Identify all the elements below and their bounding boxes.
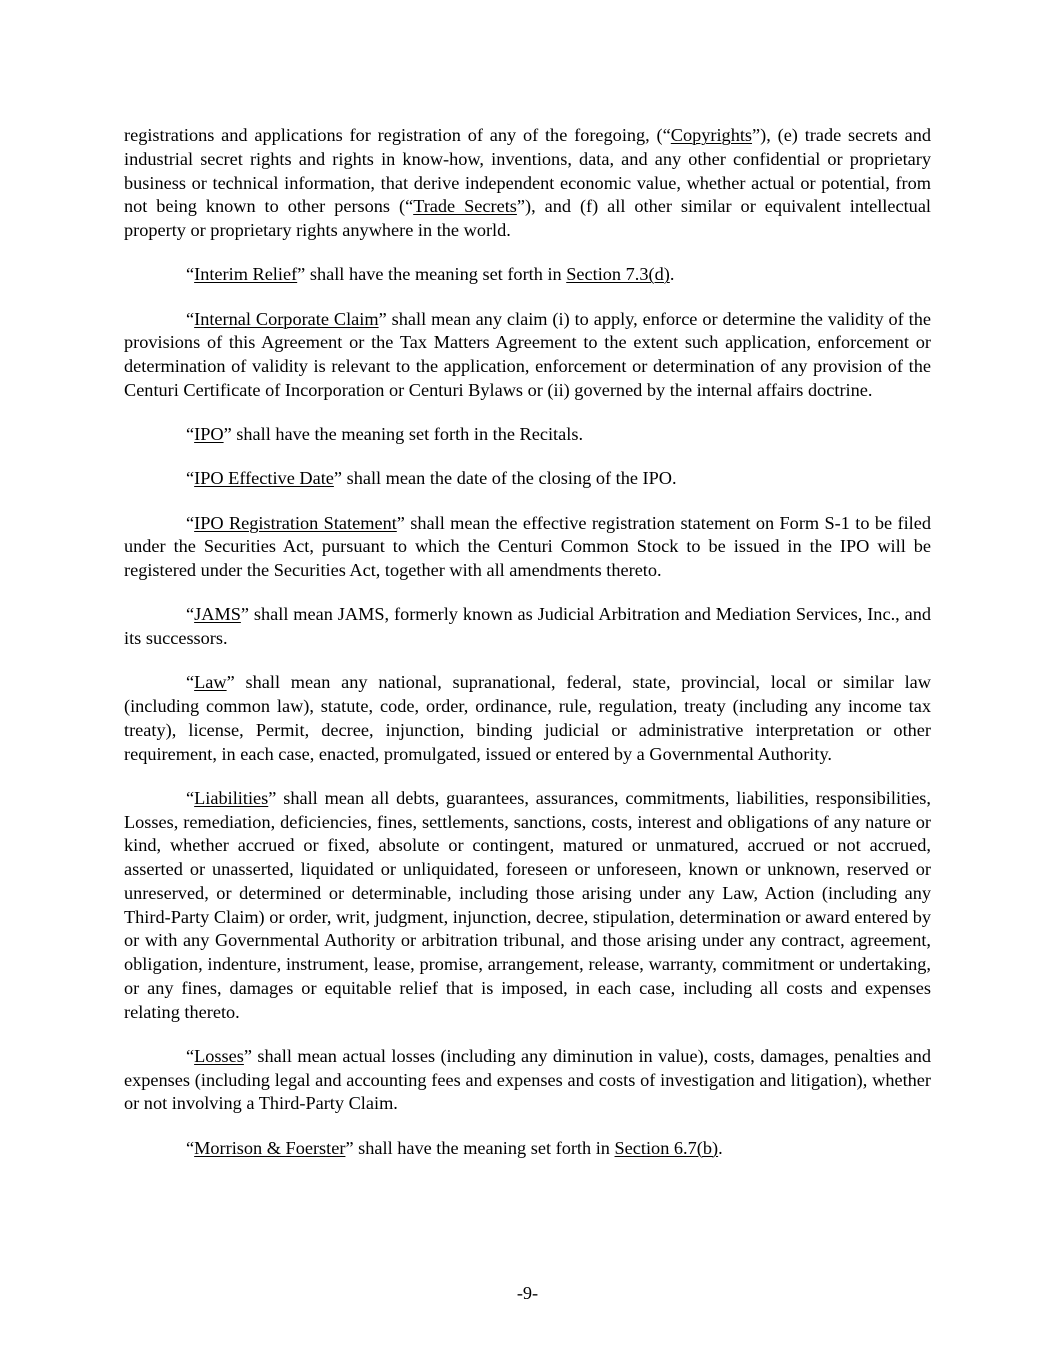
page-number: -9- [516, 1283, 539, 1303]
definition-jams [124, 603, 931, 651]
defined-term: Internal Corporate Claim [194, 308, 379, 329]
definition-text: ” shall mean JAMS, formerly known as Judicial Arbitration and Mediation Services, Inc., and its successors. [124, 604, 931, 648]
continuation-text: ”), (e) trade secrets and industrial secret rights and rights in know-how, inventions, data, and any other confidential or proprietary business or technical information, that derive independent economic value, whether actual or potential, from not being known to other persons (“ [124, 125, 931, 217]
definition-text: ” shall mean the effective registration statement on Form S-1 to be filed under the Securities Act, pursuant to which the Centuri Common Stock to be issued in the IPO will be registered under the Securities Act, together with all amendments thereto. [124, 512, 931, 580]
open-quote: “ [186, 264, 195, 285]
definition-text: ” shall mean actual losses (including any diminution in value), costs, damages, penalties and expenses (including legal and accounting fees and expenses and costs of investigation and litigation), whether or not involving a Third-Party Claim. [124, 1045, 931, 1114]
definition-text: ” shall mean any claim (i) to apply, enforce or determine the validity of the provisions of this Agreement or the Tax Matters Agreement to the extent such application, enforcement or determination of validity is relevant to the application, enforcement or determination of any provision of the Centuri Certificate of Incorporation or Centuri Bylaws or (ii) governed by the internal affairs doctrine. [124, 308, 931, 400]
open-quote: “ [186, 424, 195, 444]
definition-losses [124, 1045, 931, 1116]
continuation-text: ”), and (f) all other similar or equivalent intellectual property or proprietary rights anywhere in the world. [124, 196, 932, 240]
open-quote: “ [186, 672, 195, 693]
open-quote: “ [186, 787, 195, 808]
defined-term: IPO Registration Statement [194, 512, 397, 533]
defined-term: JAMS [194, 604, 241, 625]
definition-text: ” shall have the meaning set forth in [297, 264, 567, 285]
definition-morrison-foerster [124, 1137, 931, 1161]
open-quote: “ [186, 468, 195, 489]
definition-internal-corporate-claim [124, 308, 931, 403]
open-quote: “ [186, 308, 195, 329]
definition-text: ” shall mean the date of the closing of the IPO. [333, 468, 677, 489]
definition-text: ” shall have the meaning set forth in [345, 1137, 615, 1158]
definition-liabilities [124, 787, 931, 1025]
definition-law [124, 671, 931, 766]
continuation-text: registrations and applications for registration of any of the foregoing, (“ [124, 125, 671, 145]
open-quote: “ [186, 1137, 195, 1158]
definition-ipo-effective-date [124, 467, 931, 491]
open-quote: “ [186, 1045, 195, 1066]
defined-term: IPO Effective Date [194, 468, 334, 489]
document-page [124, 124, 931, 1181]
definition-text: . [669, 264, 675, 285]
defined-term: Interim Relief [194, 264, 298, 285]
continuation-paragraph [124, 124, 931, 243]
defined-term: Law [194, 672, 227, 693]
definition-ipo [124, 423, 931, 447]
section-reference: Section 6.7(b) [614, 1137, 719, 1158]
open-quote: “ [186, 512, 195, 533]
term-trade-secrets: Trade Secrets [413, 196, 517, 217]
definition-interim-relief [124, 263, 931, 287]
defined-term: Losses [194, 1045, 244, 1066]
definition-text: . [718, 1137, 723, 1158]
definition-text: ” shall have the meaning set forth in the Recitals. [223, 424, 584, 444]
definition-text: ” shall mean all debts, guarantees, assurances, commitments, liabilities, responsibilities, Losses, remediation, deficiencies, fines, settlements, sanctions, costs, interest and obligations of any nature or kind, whether accrued or fixed, absolute or contingent, matured or unmatured, accrued or not accrued, asserted or unasserted, liquidated or unliquidated, foreseen or unforeseen, known or unknown, reserved or unreserved, or determined or determinable, including those arising under any Law, Action (including any Third-Party Claim) or order, writ, judgment, injunction, decree, stipulation, determination or award entered by or with any Governmental Authority or arbitration tribunal, and those arising under any contract, agreement, obligation, indenture, instrument, lease, promise, arrangement, release, warranty, commitment or undertaking, or any fines, damages or equitable relief that is imposed, in each case, including all costs and expenses relating thereto. [124, 787, 931, 1022]
defined-term: IPO [194, 424, 224, 444]
definition-ipo-registration-statement [124, 512, 931, 583]
open-quote: “ [186, 604, 195, 625]
defined-term: Liabilities [194, 787, 269, 808]
term-copyrights: Copyrights [670, 125, 753, 145]
definition-text: ” shall mean any national, supranational, federal, state, provincial, local or similar law (including common law), statute, code, order, ordinance, rule, regulation, treaty (including any income tax treaty), license, Permit, decree, injunction, binding judicial or administrative interpretation or other requirement, in each case, enacted, promulgated, issued or entered by a Governmental Authority. [124, 672, 931, 764]
section-reference: Section 7.3(d) [566, 264, 670, 285]
defined-term: Morrison & Foerster [194, 1137, 346, 1158]
